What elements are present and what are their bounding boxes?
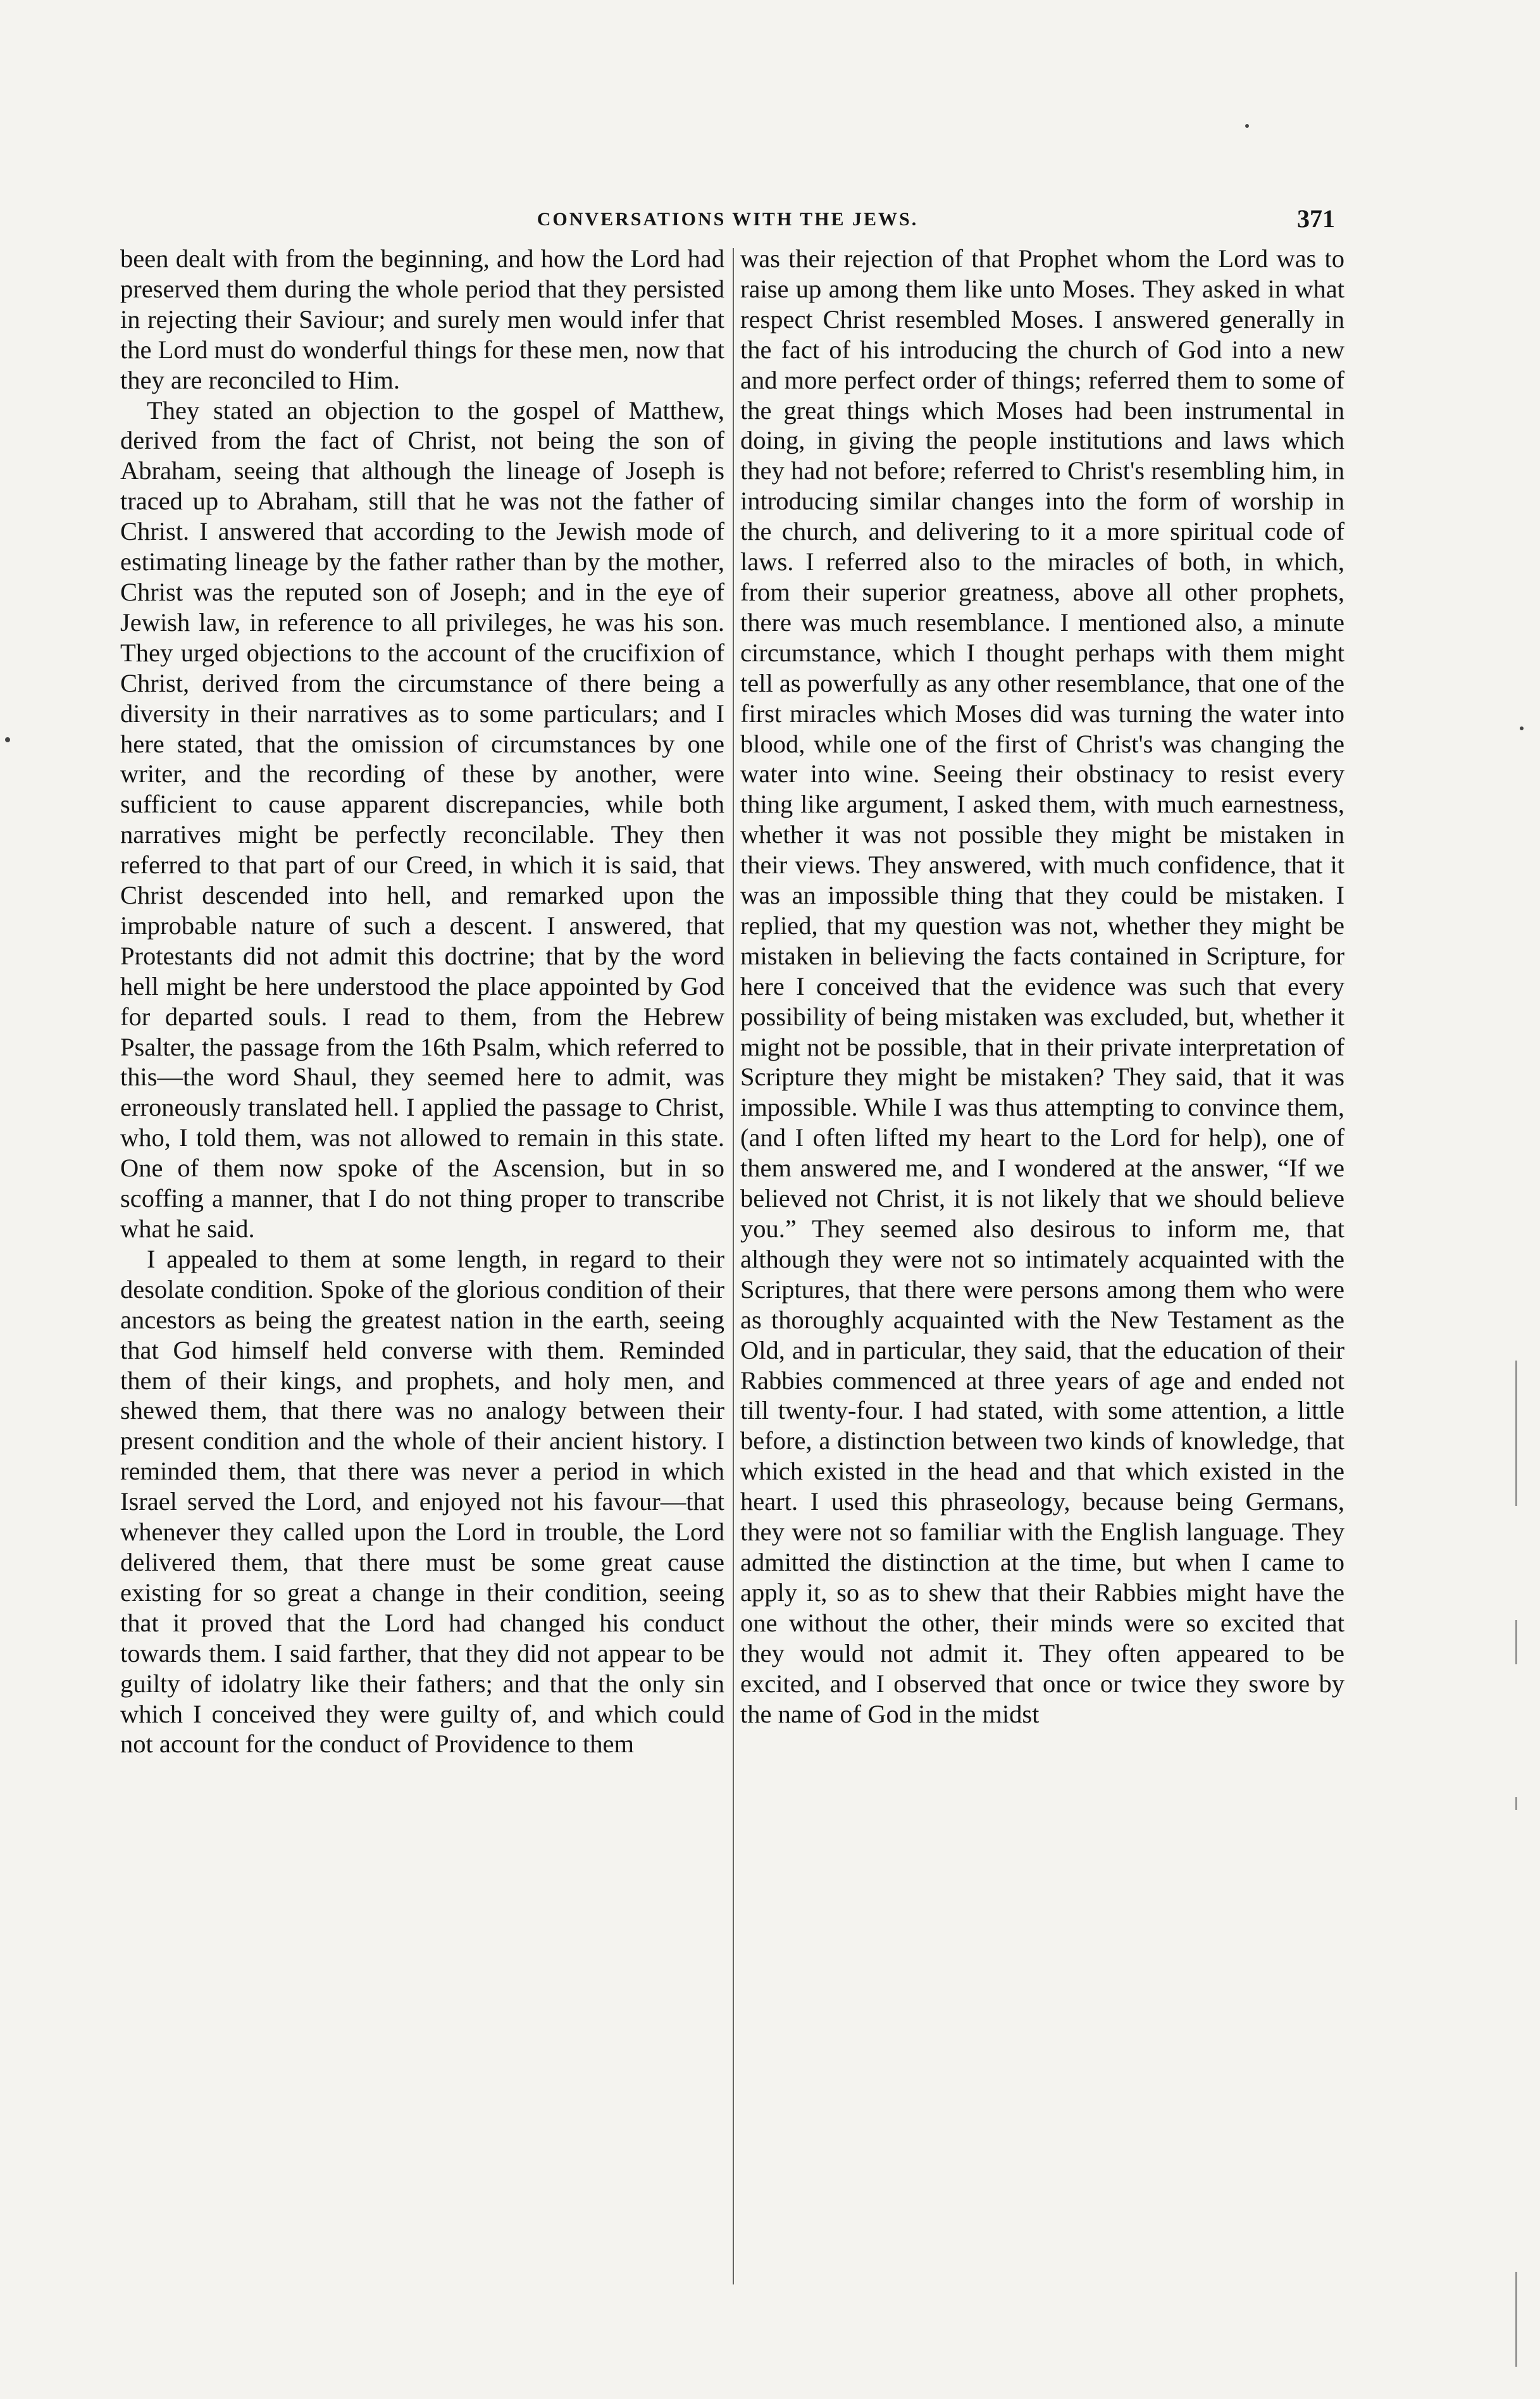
running-head <box>120 204 1335 242</box>
paragraph: been dealt with from the beginning, and how the Lord had preserved them during the whole period that they persisted in rejecting their Saviour; and surely men would infer that the Lord must do wonderful things for these men, now that they are reconciled to Him. <box>120 244 724 394</box>
print-speck <box>5 737 10 742</box>
print-speck <box>1245 124 1249 128</box>
paragraph: They stated an objection to the gospel of Matthew, derived from the fact of Christ, not being the son of Abraham, seeing that although the lineage of Joseph is traced up to Abraham, still that he was not the father of Christ. I answered that according to the Jewish mode of estimating lineage by the father rather than by the mother, Christ was the reputed son of Joseph; and in the eye of Jewish law, in reference to all privileges, he was his son. They urged objections to the account of the crucifixion of Christ, derived from the circumstance of there being a diversity in their narratives as to some particulars; and I here stated, that the omission of circumstances by one writer, and the recording of these by another, were sufficient to cause apparent discrepancies, while both narratives might be perfectly reconcilable. They then referred to that part of our Creed, in which it is said, that Christ descended into hell, and remarked upon the improbable nature of such a descent. I answered, that Protestants did not admit this doctrine; that by the word hell might be here understood the place appointed by God for departed souls. I read to them, from the Hebrew Psalter, the passage from the 16th Psalm, which referred to this—the word Shaul, they seemed here to admit, was erroneously translated hell. I applied the passage to Christ, who, I told them, was not allowed to remain in this state. One of them now spoke of the Ascension, but in so scoffing a manner, that I do not thing proper to transcribe what he said. <box>120 396 724 1243</box>
running-title: CONVERSATIONS WITH THE JEWS. <box>537 209 919 230</box>
margin-scan-mark <box>1515 1797 1517 1810</box>
left-column <box>120 244 724 2281</box>
margin-scan-mark <box>1515 1620 1517 1664</box>
margin-scan-mark <box>1515 1361 1517 1506</box>
paragraph: was their rejection of that Prophet whom the Lord was to raise up among them like unto Moses. They asked in what respect Christ resembled Moses. I answered generally in the fact of his introducing the church of God into a new and more perfect order of things; referred them to some of the great things which Moses had been instrumental in doing, in giving the people institutions and laws which they had not before; referred to Christ's resembling him, in introducing similar changes into the form of worship in the church, and delivering to it a more spiritual code of laws. I referred also to the miracles of both, in which, from their superior greatness, above all other prophets, there was much resemblance. I mentioned also, a minute circumstance, which I thought perhaps with them might tell as powerfully as any other resemblance, that one of the first miracles which Moses did was turning the water into blood, while one of the first of Christ's was changing the water into wine. Seeing their obstinacy to resist every thing like argument, I asked them, with much earnestness, whether it was not possible they might be mistaken in their views. They answered, with much confidence, that it was an impossible thing that they could be mistaken. I replied, that my question was not, whether they might be mistaken in believing the facts contained in Scripture, for here I conceived that the evidence was such that every possibility of being mistaken was excluded, but, whether it might not be possible, that in their private interpretation of Scripture they might be mistaken? They said, that it was impossible. While I was thus attempting to convince them, (and I often lifted my heart to the Lord for help), one of them answered me, and I wondered at the answer, “If we believed not Christ, it is not likely that we should believe you.” They seemed also desirous to inform me, that although they were not so intimately acquainted with the Scriptures, that there were persons among them who were as thoroughly acquainted with the New Testament as the Old, and in particular, they said, that the education of their Rabbies commenced at three years of age and ended not till twenty-four. I had stated, with some attention, a little before, a distinction between two kinds of knowledge, that which existed in the head and that which existed in the heart. I used this phraseology, because being Germans, they were not so familiar with the English language. They admitted the distinction at the time, but when I came to apply it, so as to shew that their Rabbies might have the one without the other, their minds were so excited that they would not admit it. They often appeared to be excited, and I observed that once or twice they swore by the name of God in the midst <box>740 244 1344 1728</box>
print-speck <box>1520 726 1524 730</box>
margin-scan-mark <box>1515 2272 1517 2367</box>
right-column <box>740 244 1344 2281</box>
column-divider <box>733 248 734 2284</box>
page-number: 371 <box>1297 204 1335 233</box>
paragraph: I appealed to them at some length, in regard to their desolate condition. Spoke of the glorious condition of their ancestors as being the greatest nation in the earth, seeing that God himself held converse with them. Reminded them of their kings, and prophets, and holy men, and shewed them, that there was no analogy between their present condition and the whole of their ancient history. I reminded them, that there was never a period in which Israel served the Lord, and enjoyed not his favour—that whenever they called upon the Lord in trouble, the Lord delivered them, that there must be some great cause existing for so great a change in their condition, seeing that it proved that the Lord had changed his conduct towards them. I said farther, that they did not appear to be guilty of idolatry like their fathers; and that the only sin which I conceived they were guilty of, and which could not account for the conduct of Providence to them <box>120 1244 724 1759</box>
